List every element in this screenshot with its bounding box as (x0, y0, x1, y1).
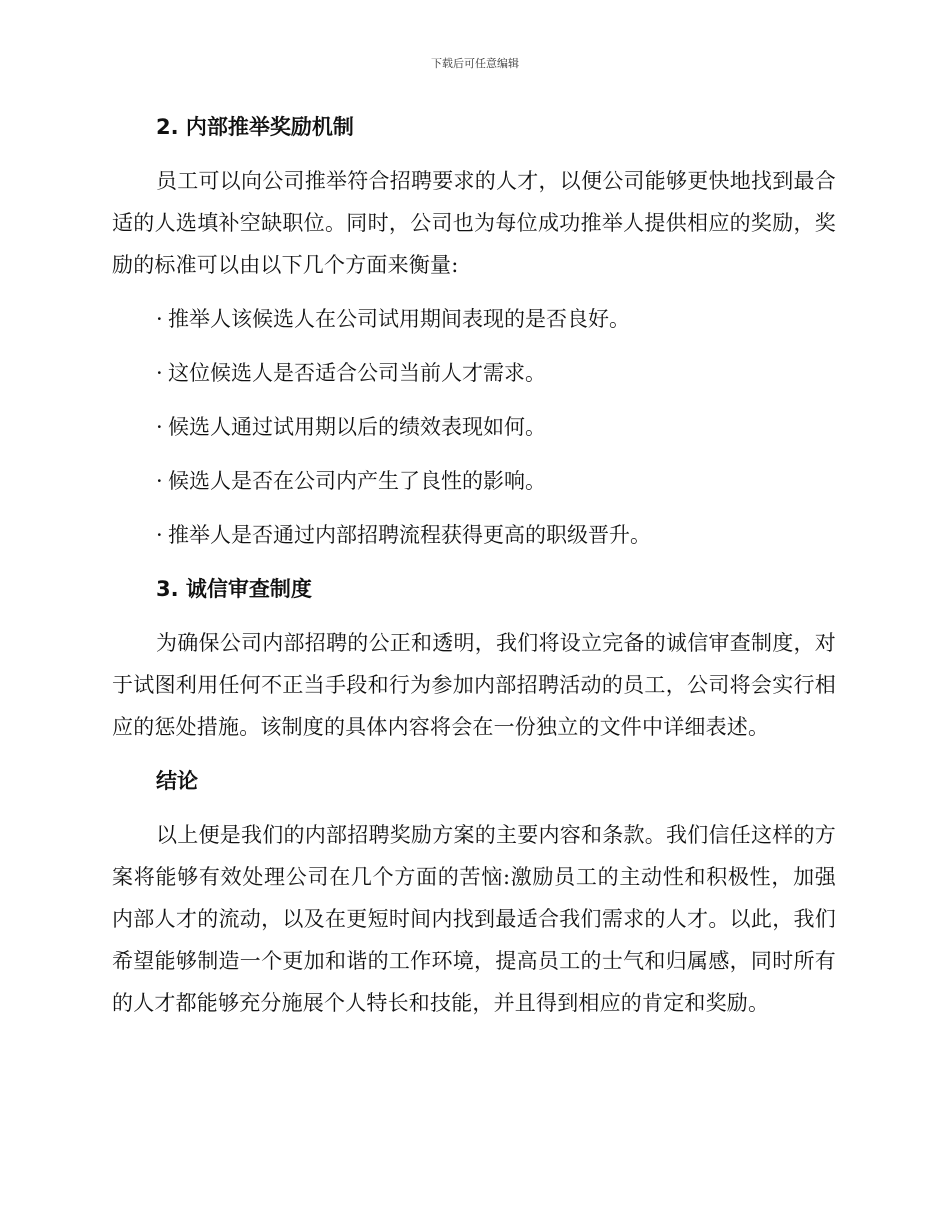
bullet-item (112, 460, 836, 502)
document-body (112, 106, 836, 1036)
header-note: 下载后可任意编辑 (431, 57, 519, 70)
bullet-text: 这位候选人是否适合公司当前人才需求。 (168, 361, 546, 385)
bullet-item (112, 352, 836, 394)
bullet-text: 候选人是否在公司内产生了良性的影响。 (168, 469, 546, 493)
section-2-paragraph: 员工可以向公司推举符合招聘要求的人才，以便公司能够更快地找到最合适的人选填补空缺职位。同时，公司也为每位成功推举人提供相应的奖励，奖励的标准可以由以下几个方面来衡量: (112, 169, 836, 277)
conclusion-paragraph: 以上便是我们的内部招聘奖励方案的主要内容和条款。我们信任这样的方案将能够有效处理公司在几个方面的苦恼:激励员工的主动性和积极性，加强内部人才的流动，以及在更短时间内找到最适合我们需求的人才。以此，我们希望能够制造一个更加和谐的工作环境，提高员工的士气和归属感，同时所有的人才都能够充分施展个人特长和技能，并且得到相应的肯定和奖励。 (112, 823, 836, 1015)
bullet-text: 推举人该候选人在公司试用期间表现的是否良好。 (168, 307, 630, 331)
bullet-marker: · (156, 361, 163, 385)
section-3-paragraph: 为确保公司内部招聘的公正和透明，我们将设立完备的诚信审查制度，对于试图利用任何不正当手段和行为参加内部招聘活动的员工，公司将会实行相应的惩处措施。该制度的具体内容将会在一份独立的文件中详细表述。 (112, 631, 836, 739)
bullet-marker: · (156, 469, 163, 493)
section-2-heading: 2. 内部推举奖励机制 (156, 115, 354, 139)
bullet-marker: · (156, 415, 163, 439)
bullet-item (112, 514, 836, 556)
bullet-text: 候选人通过试用期以后的绩效表现如何。 (168, 415, 546, 439)
bullet-text: 推举人是否通过内部招聘流程获得更高的职级晋升。 (168, 523, 651, 547)
bullet-marker: · (156, 523, 163, 547)
bullet-item (112, 406, 836, 448)
section-3-heading: 3. 诚信审查制度 (156, 577, 312, 601)
conclusion-heading: 结论 (156, 769, 198, 793)
bullet-item (112, 298, 836, 340)
bullet-marker: · (156, 307, 163, 331)
